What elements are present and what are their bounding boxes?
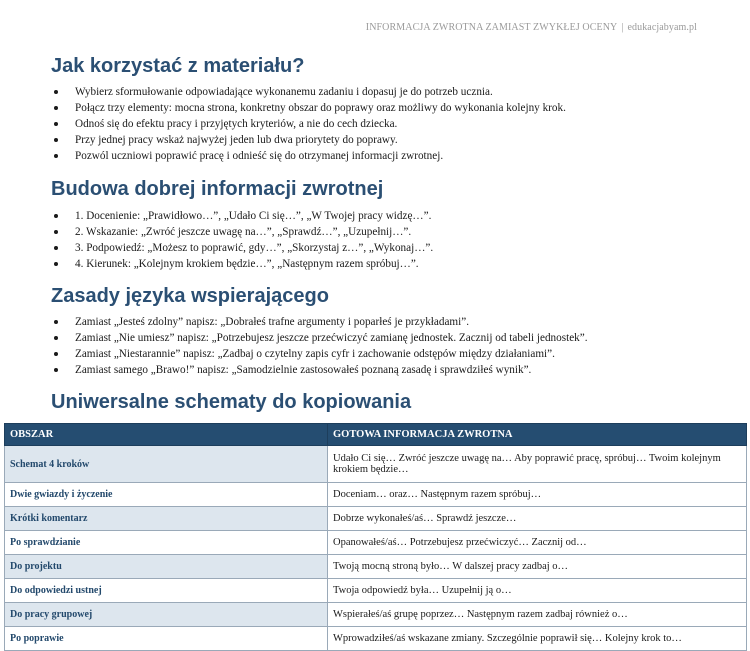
list-item: Połącz trzy elementy: mocna strona, konkretny obszar do poprawy oraz możliwy do wykonania kolejny krok. xyxy=(51,100,566,116)
list-item: Zamiast „Nie umiesz” napisz: „Potrzebujesz jeszcze przećwiczyć zamianę jednostek. Zacznij od tabeli jednostek”. xyxy=(51,330,588,346)
section-title-structure: Budowa dobrej informacji zwrotnej xyxy=(51,178,384,200)
area-cell: Krótki komentarz xyxy=(5,507,328,531)
table-row xyxy=(5,507,747,531)
feedback-cell: Udało Ci się… Zwróć jeszcze uwagę na… Aby poprawić pracę, spróbuj… Twoim kolejnym krokiem będzie… xyxy=(328,446,747,483)
header-title: INFORMACJA ZWROTNA ZAMIAST ZWYKŁEJ OCENY xyxy=(365,22,618,33)
table-row xyxy=(5,627,747,651)
feedback-cell: Doceniam… oraz… Następnym razem spróbuj… xyxy=(328,483,747,507)
feedback-cell: Dobrze wykonałeś/aś… Sprawdź jeszcze… xyxy=(328,507,747,531)
list-item: Wybierz sformułowanie odpowiadające wykonanemu zadaniu i dopasuj je do potrzeb ucznia. xyxy=(51,84,566,100)
feedback-cell: Twoja odpowiedź była… Uzupełnij ją o… xyxy=(328,579,747,603)
header-separator: | xyxy=(621,22,624,33)
area-cell: Po sprawdzianie xyxy=(5,531,328,555)
how-to-use-list xyxy=(51,84,566,164)
list-item: Przy jednej pracy wskaż najwyżej jeden lub dwa priorytety do poprawy. xyxy=(51,132,566,148)
table-row xyxy=(5,483,747,507)
list-item: 4. Kierunek: „Kolejnym krokiem będzie…”, „Następnym razem spróbuj…”. xyxy=(51,256,433,272)
feedback-cell: Opanowałeś/aś… Potrzebujesz przećwiczyć… Zacznij od… xyxy=(328,531,747,555)
area-cell: Schemat 4 kroków xyxy=(5,446,328,483)
area-cell: Do pracy grupowej xyxy=(5,603,328,627)
list-item: Zamiast „Niestarannie” napisz: „Zadbaj o czytelny zapis cyfr i zachowanie odstępów między działaniami”. xyxy=(51,346,588,362)
list-item: Pozwól uczniowi poprawić pracę i odnieść się do otrzymanej informacji zwrotnej. xyxy=(51,148,566,164)
structure-list xyxy=(51,208,433,272)
table-row xyxy=(5,531,747,555)
table-row xyxy=(5,446,747,483)
section-title-how-to-use: Jak korzystać z materiału? xyxy=(51,55,305,77)
area-cell: Dwie gwiazdy i życzenie xyxy=(5,483,328,507)
table-row xyxy=(5,603,747,627)
supportive-language-list xyxy=(51,314,588,378)
feedback-cell: Wprowadziłeś/aś wskazane zmiany. Szczególnie poprawił się… Kolejny krok to… xyxy=(328,627,747,651)
table-row xyxy=(5,579,747,603)
list-item: Odnoś się do efektu pracy i przyjętych kryteriów, a nie do cech dziecka. xyxy=(51,116,566,132)
column-header-area: OBSZAR xyxy=(5,424,328,446)
feedback-cell: Twoją mocną stroną było… W dalszej pracy zadbaj o… xyxy=(328,555,747,579)
running-header xyxy=(366,22,697,33)
table-header-row xyxy=(5,424,747,446)
section-title-templates: Uniwersalne schematy do kopiowania xyxy=(51,391,412,413)
area-cell: Po poprawie xyxy=(5,627,328,651)
area-cell: Do projektu xyxy=(5,555,328,579)
table-row xyxy=(5,555,747,579)
list-item: Zamiast samego „Brawo!” napisz: „Samodzielnie zastosowałeś poznaną zasadę i sprawdziłeś wynik”. xyxy=(51,362,588,378)
list-item: 2. Wskazanie: „Zwróć jeszcze uwagę na…”, „Sprawdź…”, „Uzupełnij…”. xyxy=(51,224,433,240)
list-item: 3. Podpowiedź: „Możesz to poprawić, gdy…”, „Skorzystaj z…”, „Wykonaj…”. xyxy=(51,240,433,256)
header-site: edukacjabyam.pl xyxy=(627,22,697,33)
column-header-feedback: GOTOWA INFORMACJA ZWROTNA xyxy=(328,424,747,446)
templates-table xyxy=(4,423,747,651)
area-cell: Do odpowiedzi ustnej xyxy=(5,579,328,603)
list-item: Zamiast „Jesteś zdolny” napisz: „Dobrałeś trafne argumenty i poparłeś je przykładami”. xyxy=(51,314,588,330)
feedback-cell: Wspierałeś/aś grupę poprzez… Następnym razem zadbaj również o… xyxy=(328,603,747,627)
list-item: 1. Docenienie: „Prawidłowo…”, „Udało Ci się…”, „W Twojej pracy widzę…”. xyxy=(51,208,433,224)
section-title-supportive-language: Zasady języka wspierającego xyxy=(51,285,329,307)
